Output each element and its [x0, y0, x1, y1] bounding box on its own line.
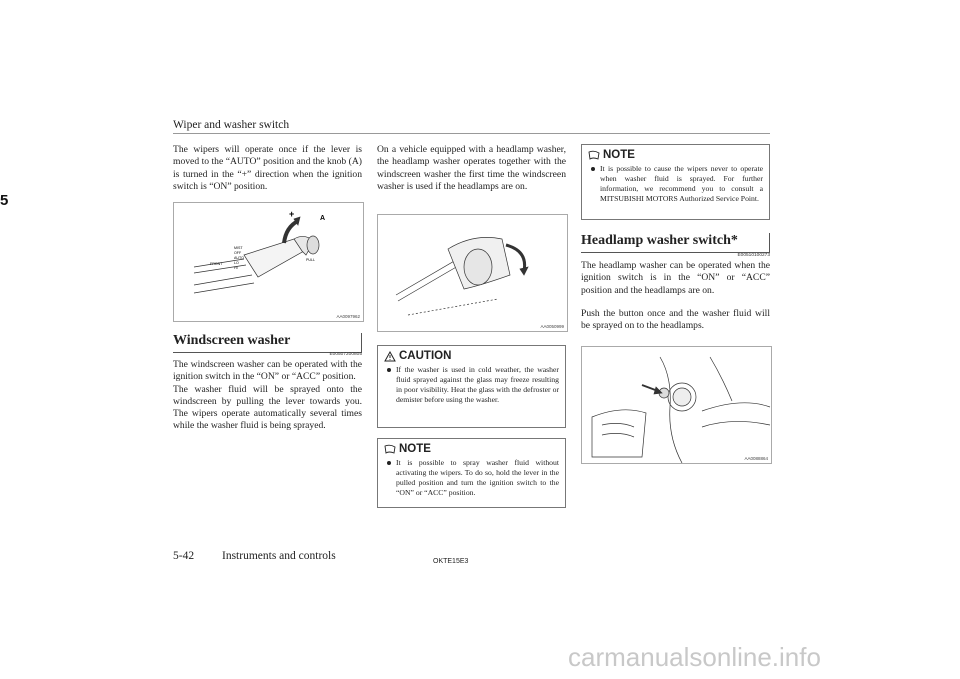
label-front: FRONT: [210, 262, 223, 266]
headlamp-switch-illustration: [582, 347, 771, 463]
headlamp-washer-illustration: [378, 215, 567, 331]
col1-body: The windscreen washer can be operated with the ignition switch in the “ON” or “ACC” position. The washer fluid will be sprayed onto the windscreen by pulling the lever towards you. The wipers operate automatically several times while the washer fluid is being sprayed.: [173, 359, 362, 432]
lever-label-0: MIST: [234, 246, 243, 250]
caution-text: If the washer is used in cold weather, the washer fluid sprayed against the glass may freeze resulting in poor visibility. Heat the glass with the defroster or demister before using the washer.: [396, 365, 559, 404]
lever-label-2: AUTO: [234, 256, 244, 260]
section-code-windscreen-washer: E00507200805: [329, 352, 362, 357]
col3-body2: Push the button once and the washer fluid will be sprayed on to the headlamps.: [581, 308, 770, 332]
label-plus: +: [289, 209, 295, 219]
warning-triangle-icon: [384, 351, 396, 362]
label-a: A: [320, 215, 326, 222]
caution-title-row: [384, 350, 559, 362]
wiper-lever-illustration: [174, 203, 363, 321]
bullet-icon: [387, 461, 391, 465]
bullet-icon: [387, 368, 391, 372]
lever-label-1: OFF: [234, 251, 242, 255]
figure-code: AA0088864: [744, 456, 768, 461]
col1-intro: The wipers will operate once if the lever is moved to the “AUTO” position and the knob (A) is turned in the “+” direction when the ignition switch is “ON” position.: [173, 144, 362, 192]
figure-code: AA0097962: [336, 314, 360, 319]
note-text: It is possible to spray washer fluid without activating the wipers. To do so, hold the lever in the pulled position and turn the ignition switch to the “ON” or “ACC” position.: [396, 458, 559, 497]
caution-box: [377, 345, 566, 428]
doc-code: OKTE15E3: [433, 558, 469, 565]
note-text: It is possible to cause the wipers never to operate when washer fluid is sprayed. For further information, we recommend you to consult a MITSUBISHI MOTORS Authorized Service Point.: [600, 164, 763, 203]
note-item: [588, 164, 763, 204]
note-title: NOTE: [399, 443, 431, 455]
col3-body1: The headlamp washer can be operated when the ignition switch is in the “ON” or “ACC” position and the headlamps are on.: [581, 260, 770, 296]
headlamp-switch-figure: [581, 346, 772, 464]
note-box-col2: [377, 438, 566, 508]
bullet-icon: [591, 167, 595, 171]
lever-label-4: HI: [234, 266, 238, 270]
watermark: carmanualsonline.info: [568, 642, 821, 672]
note-box-col3: [581, 144, 770, 220]
header-rule: [173, 133, 770, 134]
footer-section: Instruments and controls: [222, 550, 336, 562]
note-title-row: [588, 149, 763, 161]
caution-item: [384, 365, 559, 405]
section-title-headlamp-washer-switch: Headlamp washer switch*: [581, 233, 770, 253]
lever-label-3: LO: [234, 261, 239, 265]
chapter-tab: 5: [0, 192, 9, 209]
page-number: 5-42: [173, 550, 195, 562]
note-icon: [384, 444, 396, 454]
wiper-lever-figure: [173, 202, 364, 322]
section-code-headlamp-washer-switch: E00510100273: [737, 253, 770, 258]
section-title-windscreen-washer: Windscreen washer: [173, 333, 362, 353]
note-title-row: [384, 443, 559, 455]
label-pull: PULL: [306, 258, 315, 262]
running-header: Wiper and washer switch: [173, 119, 290, 131]
note-title: NOTE: [603, 149, 635, 161]
note-icon: [588, 150, 600, 160]
caution-title: CAUTION: [399, 350, 452, 362]
headlamp-washer-figure: [377, 214, 568, 332]
col2-intro: On a vehicle equipped with a headlamp washer, the headlamp washer operates together with the windscreen washer the first time the windscreen washer is used if the headlamps are on.: [377, 144, 566, 192]
note-item: [384, 458, 559, 498]
figure-code: AA0050999: [540, 324, 564, 329]
